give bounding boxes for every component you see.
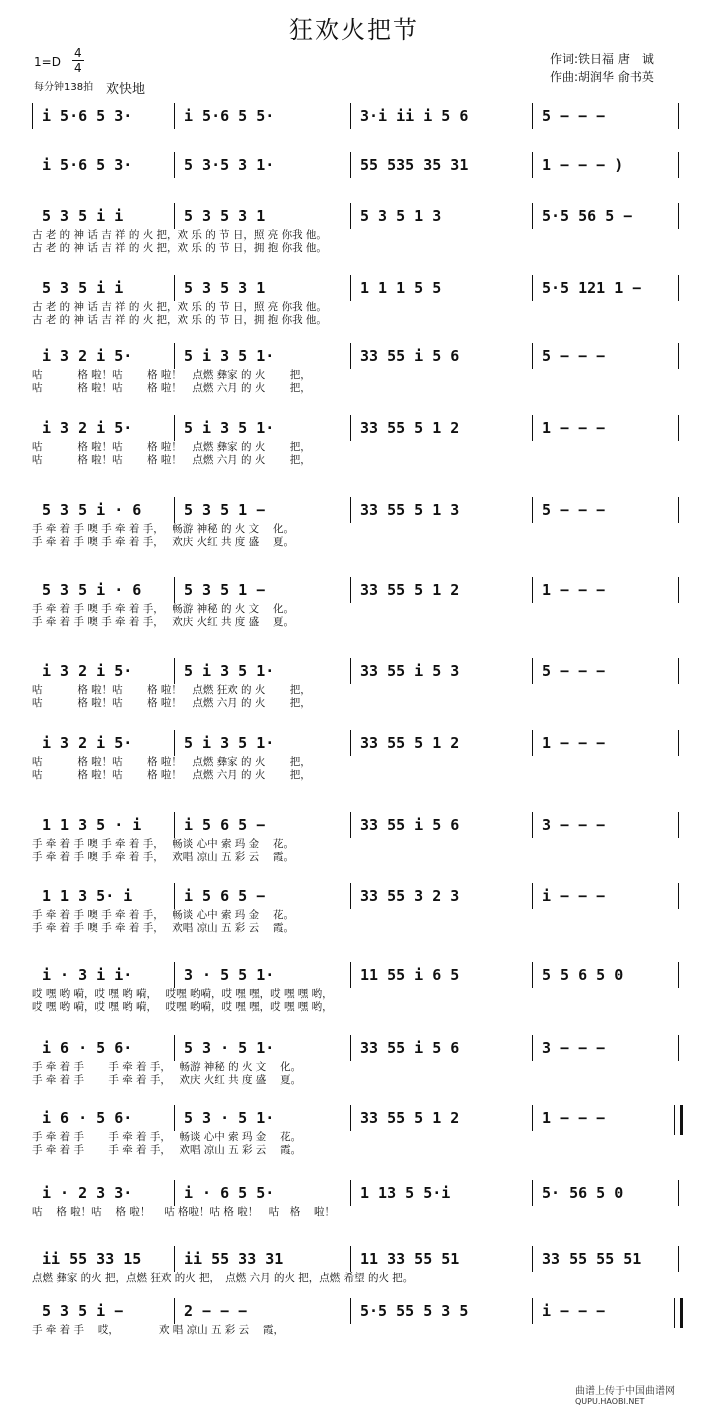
lyric-line: 咕 格 啦！咕 格 啦！ 咕 格啦！咕 格 啦！ 咕 格 啦！ <box>32 1206 336 1218</box>
lyric-line: 哎 嘿 哟 嗬，哎 嘿 哟 嗬， 哎嘿 哟嗬，哎 嘿 嘿，哎 嘿 嘿 哟， <box>32 988 333 1000</box>
measure: 5 − − − <box>542 662 606 680</box>
barline <box>174 1298 175 1324</box>
measure: i 5·6 5 5· <box>184 107 275 125</box>
measure: 5 − − − <box>542 501 606 519</box>
notes-row <box>32 1105 682 1131</box>
lyric-line: 咕 格 啦！咕 格 啦！ 点燃 六月 的 火 把， <box>32 382 311 394</box>
lyric-line: 手 牵 着 手 噢 手 牵 着 手， 欢唱 凉山 五 彩 云 霞。 <box>32 851 294 863</box>
barline <box>174 658 175 684</box>
measure: i 5 6 5 − <box>184 816 266 834</box>
measure: 1 1 1 5 5 <box>360 279 442 297</box>
measure: 1 − − − <box>542 1109 606 1127</box>
lyric-line: 咕 格 啦！咕 格 啦！ 点燃 六月 的 火 把， <box>32 697 311 709</box>
barline <box>350 1298 351 1324</box>
barline <box>174 730 175 756</box>
barline <box>174 415 175 441</box>
measure: 33 55 55 51 <box>542 1250 642 1268</box>
barline <box>350 497 351 523</box>
barline <box>532 203 533 229</box>
barline <box>32 103 33 129</box>
barline <box>174 497 175 523</box>
lyric-line: 手 牵 着 手 噢 手 牵 着 手， 欢庆 火红 共 度 盛 夏。 <box>32 536 294 548</box>
measure: i 5·6 5 3· <box>42 107 133 125</box>
tempo-marking: 每分钟138拍 <box>34 82 94 93</box>
measure: 3 · 5 5 1· <box>184 966 275 984</box>
lyric-line: 咕 格 啦！咕 格 啦！ 点燃 狂欢 的 火 把， <box>32 684 311 696</box>
barline <box>678 497 679 523</box>
lyric-line: 咕 格 啦！咕 格 啦！ 点燃 彝家 的 火 把， <box>32 756 311 768</box>
barline <box>532 577 533 603</box>
measure: 5 3 5 i − <box>42 1302 124 1320</box>
lyric-line: 手 牵 着 手 噢 手 牵 着 手， 畅游 神秘 的 火 文 化。 <box>32 523 294 535</box>
watermark-line1: 曲谱上传于中国曲谱网 <box>575 1386 675 1397</box>
lyric-line: 古 老 的 神 话 吉 祥 的 火 把，欢 乐 的 节 日，照 亮 你我 他。 <box>32 301 327 313</box>
measure: i 3 2 i 5· <box>42 734 133 752</box>
notes-row <box>32 497 682 523</box>
measure: i · 2 3 3· <box>42 1184 133 1202</box>
barline <box>174 103 175 129</box>
measure: i 5 6 5 − <box>184 887 266 905</box>
time-signature <box>72 46 84 75</box>
barline <box>678 658 679 684</box>
notes-row <box>32 203 682 229</box>
barline <box>678 812 679 838</box>
barline <box>174 343 175 369</box>
lyric-line: 手 牵 着 手 噢 手 牵 着 手， 欢唱 凉山 五 彩 云 霞。 <box>32 922 294 934</box>
time-top: 4 <box>74 46 82 60</box>
score-system <box>32 812 682 864</box>
lyric-line: 古 老 的 神 话 吉 祥 的 火 把，欢 乐 的 节 日，拥 抱 你我 他。 <box>32 242 327 254</box>
barline <box>532 1180 533 1206</box>
composer: 作曲:胡润华 俞书英 <box>550 70 654 84</box>
lyric-line: 古 老 的 神 话 吉 祥 的 火 把，欢 乐 的 节 日，拥 抱 你我 他。 <box>32 314 327 326</box>
measure: 1 1 3 5· i <box>42 887 133 905</box>
barline <box>350 415 351 441</box>
notes-row <box>32 962 682 988</box>
notes-row <box>32 103 682 129</box>
barline <box>678 203 679 229</box>
barline <box>350 962 351 988</box>
measure: 5 3 5 3 1 <box>184 279 266 297</box>
barline <box>350 1180 351 1206</box>
lyric-line: 手 牵 着 手 噢 手 牵 着 手， 畅谈 心中 索 玛 金 花。 <box>32 909 294 921</box>
notes-row <box>32 275 682 301</box>
barline <box>174 275 175 301</box>
score-system <box>32 1180 682 1219</box>
barline <box>174 1105 175 1131</box>
credits <box>550 50 654 86</box>
notes-row <box>32 1035 682 1061</box>
barline <box>350 577 351 603</box>
barline <box>174 1035 175 1061</box>
lyric-line: 咕 格 啦！咕 格 啦！ 点燃 彝家 的 火 把， <box>32 369 311 381</box>
barline <box>532 962 533 988</box>
score-system <box>32 1246 682 1285</box>
barline <box>350 1105 351 1131</box>
barline <box>350 883 351 909</box>
barline <box>678 962 679 988</box>
notes-row <box>32 152 682 178</box>
measure: 33 55 3 2 3 <box>360 887 460 905</box>
measure: i − − − <box>542 887 606 905</box>
notes-row <box>32 730 682 756</box>
barline <box>174 883 175 909</box>
measure: i · 6 5 5· <box>184 1184 275 1202</box>
measure: 5· 56 5 0 <box>542 1184 624 1202</box>
barline <box>678 1246 679 1272</box>
barline <box>532 103 533 129</box>
measure: 5 3 · 5 1· <box>184 1109 275 1127</box>
measure: 1 − − − ) <box>542 156 624 174</box>
measure: 33 55 i 5 6 <box>360 816 460 834</box>
measure: 33 55 5 1 2 <box>360 734 460 752</box>
score-system <box>32 658 682 710</box>
lyric-line: 手 牵 着 手 噢 手 牵 着 手， 畅谈 心中 索 玛 金 花。 <box>32 838 294 850</box>
measure: 3 − − − <box>542 816 606 834</box>
measure: 33 55 i 5 6 <box>360 347 460 365</box>
barline <box>532 1298 533 1324</box>
notes-row <box>32 883 682 909</box>
notes-row <box>32 343 682 369</box>
score-system <box>32 343 682 395</box>
barline <box>532 730 533 756</box>
measure: 2 − − − <box>184 1302 248 1320</box>
barline <box>678 883 679 909</box>
measure: 1 − − − <box>542 734 606 752</box>
score-system <box>32 1298 682 1337</box>
notes-row <box>32 812 682 838</box>
lyric-line: 咕 格 啦！咕 格 啦！ 点燃 六月 的 火 把， <box>32 454 311 466</box>
measure: ii 55 33 31 <box>184 1250 284 1268</box>
measure: 5 i 3 5 1· <box>184 662 275 680</box>
score-system <box>32 962 682 1014</box>
barline <box>350 343 351 369</box>
barline <box>350 730 351 756</box>
measure: 5·5 55 5 3 5 <box>360 1302 469 1320</box>
watermark-line2: QUPU.HAOBI.NET <box>575 1397 645 1406</box>
barline <box>174 203 175 229</box>
lyric-line: 咕 格 啦！咕 格 啦！ 点燃 彝家 的 火 把， <box>32 441 311 453</box>
measure: 1 1 3 5 · i <box>42 816 142 834</box>
barline <box>350 275 351 301</box>
barline <box>174 577 175 603</box>
barline <box>350 658 351 684</box>
barline <box>678 415 679 441</box>
style-marking: 欢快地 <box>106 82 146 97</box>
lyric-line: 手 牵 着 手 手 牵 着 手， 畅游 神秘 的 火 文 化。 <box>32 1061 302 1073</box>
barline <box>174 152 175 178</box>
score-system <box>32 415 682 467</box>
measure: i 6 · 5 6· <box>42 1109 133 1127</box>
barline <box>350 812 351 838</box>
score-system <box>32 577 682 629</box>
barline <box>350 152 351 178</box>
score-system <box>32 1105 682 1157</box>
barline <box>350 103 351 129</box>
watermark <box>575 1382 675 1406</box>
barline <box>532 883 533 909</box>
barline <box>350 203 351 229</box>
barline <box>532 1105 533 1131</box>
key-signature: 1=D <box>34 55 61 69</box>
score-system <box>32 103 682 129</box>
score-system <box>32 203 682 255</box>
measure: 5 3 5 3 1 <box>184 207 266 225</box>
barline <box>678 1180 679 1206</box>
lyric-line: 手 牵 着 手 手 牵 着 手， 畅谈 心中 索 玛 金 花。 <box>32 1131 302 1143</box>
measure: 5 i 3 5 1· <box>184 347 275 365</box>
measure: 33 55 5 1 2 <box>360 419 460 437</box>
notes-row <box>32 577 682 603</box>
barline <box>678 103 679 129</box>
barline <box>532 152 533 178</box>
measure: 5 3 5 i i <box>42 207 124 225</box>
measure: i · 3 i i· <box>42 966 133 984</box>
time-bottom: 4 <box>74 61 82 75</box>
measure: 3 − − − <box>542 1039 606 1057</box>
measure: 1 − − − <box>542 581 606 599</box>
measure: 33 55 5 1 2 <box>360 581 460 599</box>
measure: 5 3 5 i · 6 <box>42 501 142 519</box>
barline <box>532 343 533 369</box>
lyric-line: 手 牵 着 手 手 牵 着 手， 欢唱 凉山 五 彩 云 霞。 <box>32 1144 302 1156</box>
measure: 55 535 35 31 <box>360 156 469 174</box>
measure: 5 3 5 i i <box>42 279 124 297</box>
barline <box>678 275 679 301</box>
lyric-line: 手 牵 着 手 噢 手 牵 着 手， 欢庆 火红 共 度 盛 夏。 <box>32 616 294 628</box>
score-system <box>32 883 682 935</box>
measure: 5 3 · 5 1· <box>184 1039 275 1057</box>
measure: 1 13 5 5·i <box>360 1184 451 1202</box>
measure: 33 55 5 1 2 <box>360 1109 460 1127</box>
score-system <box>32 1035 682 1087</box>
measure: 3·i ii i 5 6 <box>360 107 469 125</box>
measure: 5 − − − <box>542 347 606 365</box>
lyric-line: 手 牵 着 手 哎， 欢 唱 凉山 五 彩 云 霞， <box>32 1324 284 1336</box>
notes-row <box>32 415 682 441</box>
barline <box>532 812 533 838</box>
barline <box>678 1035 679 1061</box>
lyric-line: 手 牵 着 手 噢 手 牵 着 手， 畅游 神秘 的 火 文 化。 <box>32 603 294 615</box>
measure: 5 3 5 1 − <box>184 501 266 519</box>
barline <box>532 275 533 301</box>
measure: 5 5 6 5 0 <box>542 966 624 984</box>
lyric-line: 点燃 彝家 的火 把，点燃 狂欢 的火 把， 点燃 六月 的火 把，点燃 希望 的火 把。 <box>32 1272 414 1284</box>
measure: i − − − <box>542 1302 606 1320</box>
notes-row <box>32 1180 682 1206</box>
measure: 5 3·5 3 1· <box>184 156 275 174</box>
barline <box>174 962 175 988</box>
barline <box>532 497 533 523</box>
measure: 5·5 121 1 − <box>542 279 642 297</box>
lyric-line: 古 老 的 神 话 吉 祥 的 火 把，欢 乐 的 节 日，照 亮 你我 他。 <box>32 229 327 241</box>
page-title: 狂欢火把节 <box>289 16 419 44</box>
barline <box>532 1035 533 1061</box>
measure: i 3 2 i 5· <box>42 662 133 680</box>
measure: 5 i 3 5 1· <box>184 734 275 752</box>
measure: 11 55 i 6 5 <box>360 966 460 984</box>
lyric-line: 哎 嘿 哟 嗬，哎 嘿 哟 嗬， 哎嘿 哟嗬，哎 嘿 嘿，哎 嘿 嘿 哟， <box>32 1001 333 1013</box>
barline <box>350 1246 351 1272</box>
score-system <box>32 275 682 327</box>
barline <box>532 1246 533 1272</box>
lyric-line: 咕 格 啦！咕 格 啦！ 点燃 六月 的 火 把， <box>32 769 311 781</box>
measure: i 5·6 5 3· <box>42 156 133 174</box>
measure: 5·5 56 5 − <box>542 207 633 225</box>
score-system <box>32 497 682 549</box>
lyric-line: 手 牵 着 手 手 牵 着 手， 欢庆 火红 共 度 盛 夏。 <box>32 1074 302 1086</box>
barline <box>174 1246 175 1272</box>
notes-row <box>32 1298 682 1324</box>
measure: i 3 2 i 5· <box>42 419 133 437</box>
measure: 1 − − − <box>542 419 606 437</box>
barline <box>174 1180 175 1206</box>
barline <box>174 812 175 838</box>
measure: 5 3 5 1 − <box>184 581 266 599</box>
measure: 5 − − − <box>542 107 606 125</box>
lyricist: 作词:铁日福 唐 诚 <box>550 52 654 66</box>
measure: ii 55 33 15 <box>42 1250 142 1268</box>
barline <box>678 577 679 603</box>
measure: 33 55 i 5 3 <box>360 662 460 680</box>
score-system <box>32 152 682 178</box>
measure: i 3 2 i 5· <box>42 347 133 365</box>
measure: 5 3 5 1 3 <box>360 207 442 225</box>
barline <box>678 152 679 178</box>
measure: 33 55 5 1 3 <box>360 501 460 519</box>
notes-row <box>32 658 682 684</box>
measure: i 6 · 5 6· <box>42 1039 133 1057</box>
barline <box>350 1035 351 1061</box>
barline <box>678 730 679 756</box>
score-system <box>32 730 682 782</box>
measure: 11 33 55 51 <box>360 1250 460 1268</box>
measure: 33 55 i 5 6 <box>360 1039 460 1057</box>
barline <box>532 415 533 441</box>
measure: 5 i 3 5 1· <box>184 419 275 437</box>
measure: 5 3 5 i · 6 <box>42 581 142 599</box>
barline <box>532 658 533 684</box>
notes-row <box>32 1246 682 1272</box>
barline <box>678 343 679 369</box>
